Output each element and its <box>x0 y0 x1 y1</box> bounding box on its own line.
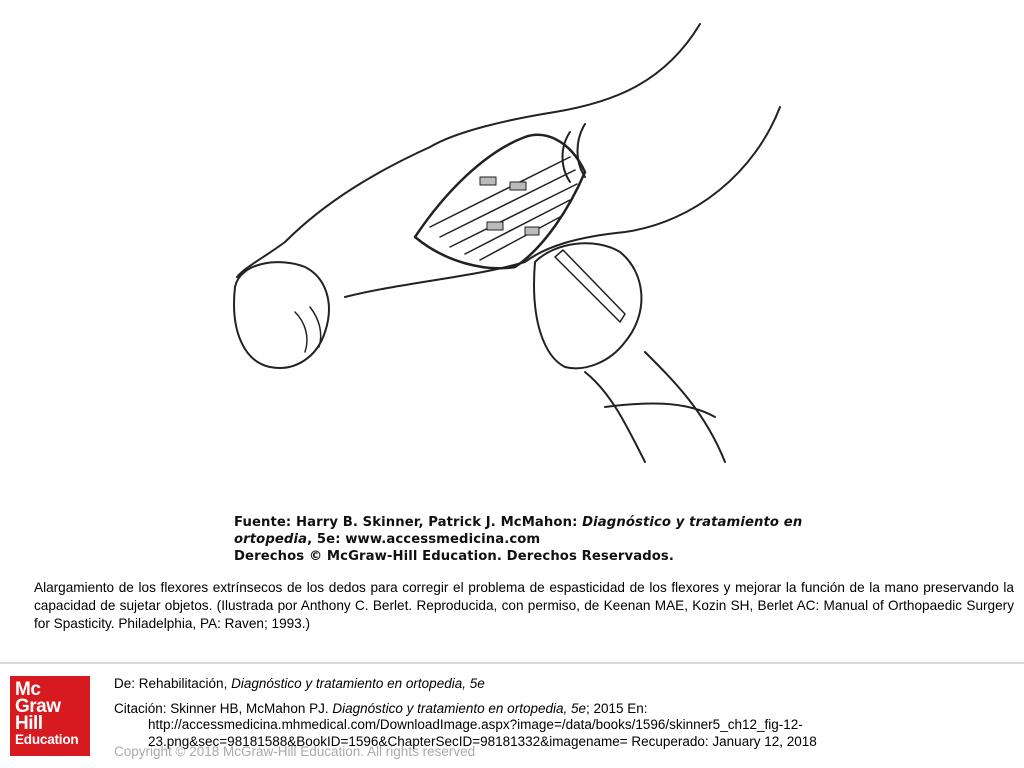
source-line-1 <box>234 514 803 531</box>
figure-caption: Alargamiento de los flexores extrínsecos de los dedos para corregir el problema de espasticidad de los flexores y mejorar la función de la mano preservando la capacidad de sujetar objetos. (Ilustrada por Anthony C. Berlet. Reproducida, con permiso, de Keenan MAE, Kozin SH, Berlet AC: Manual of Orthopaedic Surgery for Spasticity. Philadelphia, PA: Raven; 1993.) <box>34 580 1014 631</box>
source-book-title-2: ortopedia <box>234 532 308 547</box>
citation-url-line-1[interactable]: http://accessmedicina.mhmedical.com/DownloadImage.aspx?image=/data/books/1596/skinner5_ch12_fig-12- <box>148 717 803 732</box>
copyright-notice: Copyright © 2018 McGraw-Hill Education. All rights reserved <box>114 744 476 759</box>
tendon-3 <box>450 184 577 247</box>
from-book-title: Diagnóstico y tratamiento en ortopedia, 5e <box>231 676 485 691</box>
tendon-cut-2 <box>510 182 526 190</box>
from-section: Rehabilitación, <box>138 676 232 691</box>
source-line-2 <box>234 531 794 548</box>
surgeon-hand <box>534 243 641 368</box>
surgical-illustration <box>225 22 795 502</box>
citation-book-title: Diagnóstico y tratamiento en ortopedia, 5e <box>332 700 586 716</box>
tendon-cut-4 <box>525 227 539 235</box>
logo-line-3: Hill <box>15 713 43 734</box>
from-label: De: <box>114 676 139 691</box>
surgeon-sleeve <box>585 352 725 462</box>
source-website: , 5e: www.accessmedicina.com <box>307 532 541 547</box>
mcgraw-hill-logo <box>10 676 90 756</box>
citation-label: Citación: <box>114 700 171 716</box>
forearm-drawing <box>225 22 795 502</box>
fist-fingers <box>295 307 321 352</box>
citation-year: ; 2015 En: <box>586 700 648 716</box>
arm-outline-bottom <box>345 107 780 297</box>
figure-source-credit <box>234 514 803 565</box>
tendon-cut-3 <box>487 222 503 230</box>
source-book-title-1: Diagnóstico y tratamiento en <box>582 515 803 530</box>
citation-block <box>114 676 1014 750</box>
citation-line <box>114 701 1014 718</box>
from-line <box>114 676 1014 693</box>
arm-outline-top <box>237 24 700 277</box>
source-authors: Fuente: Harry B. Skinner, Patrick J. McMahon: <box>234 515 583 530</box>
citation-url-line-2[interactable]: 23.png&sec=98181588&BookID=1596&ChapterSecID=98181332&imagename= Recuperado: January 12, 2018 <box>148 733 817 749</box>
footer-divider <box>0 662 1024 664</box>
source-line-3: Derechos © McGraw-Hill Education. Derechos Reservados. <box>234 549 674 564</box>
logo-line-1: Mc <box>15 679 41 700</box>
logo-line-4: Education <box>15 732 79 747</box>
logo-line-2: Graw <box>15 696 61 717</box>
tendon-cut-1 <box>480 177 496 185</box>
citation-authors: Skinner HB, McMahon PJ. <box>170 700 333 716</box>
scalpel <box>555 250 625 322</box>
